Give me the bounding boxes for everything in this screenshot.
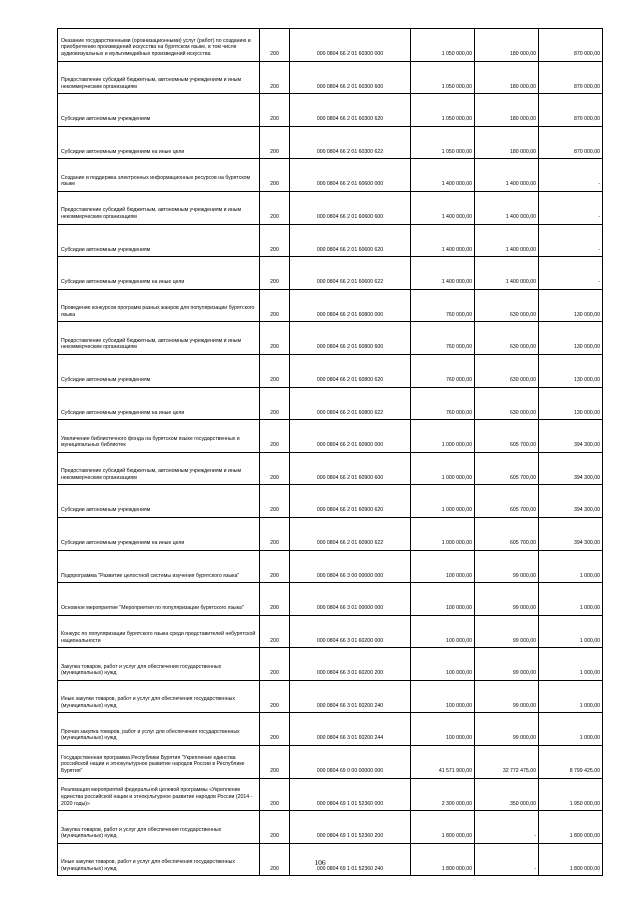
row-executed-cell: 180 000,00 <box>475 29 539 62</box>
row-total-cell: 100 000,00 <box>411 648 475 681</box>
table-row <box>58 452 603 485</box>
row-executed-cell: 605 700,00 <box>475 517 539 550</box>
row-grbs-cell: 200 <box>260 29 290 62</box>
row-code-cell: 000 0804 66 2 01 60600 620 <box>290 224 411 257</box>
row-total-cell: 2 300 000,00 <box>411 778 475 811</box>
row-name-cell: Государственная программа Республики Бурятия "Укрепление единства российской нации и этнокультурное развитие народов России в Республике Бурятия" <box>58 746 260 779</box>
row-grbs-cell: 200 <box>260 420 290 453</box>
row-code-cell: 000 0804 66 2 01 60300 620 <box>290 94 411 127</box>
row-grbs-cell: 200 <box>260 778 290 811</box>
row-name-cell: Субсидии автономным учреждениям на иные цели <box>58 257 260 290</box>
row-executed-cell: 630 000,00 <box>475 354 539 387</box>
table-row <box>58 94 603 127</box>
table-row <box>58 322 603 355</box>
row-name-cell: Субсидии автономным учреждениям <box>58 224 260 257</box>
table-body <box>58 29 603 876</box>
row-total-cell: 1 050 000,00 <box>411 61 475 94</box>
table-row <box>58 387 603 420</box>
row-executed-cell: 99 000,00 <box>475 615 539 648</box>
row-executed-cell: 99 000,00 <box>475 680 539 713</box>
table-row <box>58 257 603 290</box>
table-row <box>58 680 603 713</box>
row-total-cell: 1 400 000,00 <box>411 257 475 290</box>
row-name-cell: Субсидии автономным учреждениям <box>58 354 260 387</box>
row-grbs-cell: 200 <box>260 257 290 290</box>
row-total-cell: 1 000 000,00 <box>411 485 475 518</box>
row-total-cell: 100 000,00 <box>411 713 475 746</box>
row-code-cell: 000 0804 66 3 01 60200 000 <box>290 615 411 648</box>
row-remain-cell: 130 000,00 <box>539 354 603 387</box>
row-code-cell: 000 0804 66 2 01 60900 622 <box>290 517 411 550</box>
row-executed-cell: 630 000,00 <box>475 322 539 355</box>
row-name-cell: Субсидии автономным учреждениям <box>58 485 260 518</box>
row-code-cell: 000 0804 66 3 01 00000 000 <box>290 583 411 616</box>
row-grbs-cell: 200 <box>260 843 290 876</box>
row-remain-cell: - <box>539 159 603 192</box>
row-grbs-cell: 200 <box>260 126 290 159</box>
row-grbs-cell: 200 <box>260 322 290 355</box>
table-row <box>58 648 603 681</box>
row-code-cell: 000 0804 66 2 01 60800 622 <box>290 387 411 420</box>
row-executed-cell: 350 000,00 <box>475 778 539 811</box>
table-row <box>58 713 603 746</box>
row-total-cell: 1 000 000,00 <box>411 452 475 485</box>
row-remain-cell: - <box>539 191 603 224</box>
row-code-cell: 000 0804 66 2 01 60900 620 <box>290 485 411 518</box>
table-row <box>58 224 603 257</box>
row-name-cell: Предоставление субсидий бюджетным, автономным учреждениям и иным некоммерческим организациям <box>58 452 260 485</box>
row-name-cell: Субсидии автономным учреждениям <box>58 94 260 127</box>
row-grbs-cell: 200 <box>260 452 290 485</box>
row-executed-cell: 605 700,00 <box>475 420 539 453</box>
table-row <box>58 29 603 62</box>
table-row <box>58 746 603 779</box>
row-executed-cell: 180 000,00 <box>475 94 539 127</box>
row-code-cell: 000 0804 66 2 01 60800 620 <box>290 354 411 387</box>
table-row <box>58 550 603 583</box>
row-code-cell: 000 0804 66 2 01 60600 000 <box>290 159 411 192</box>
row-executed-cell: 180 000,00 <box>475 126 539 159</box>
table-row <box>58 420 603 453</box>
table-row <box>58 517 603 550</box>
row-name-cell: Проведение конкурсов программ разных жанров для популяризации бурятского языка <box>58 289 260 322</box>
row-remain-cell: 1 000,00 <box>539 615 603 648</box>
row-total-cell: 1 400 000,00 <box>411 159 475 192</box>
row-grbs-cell: 200 <box>260 94 290 127</box>
row-grbs-cell: 200 <box>260 224 290 257</box>
row-executed-cell: 1 400 000,00 <box>475 257 539 290</box>
row-total-cell: 1 400 000,00 <box>411 191 475 224</box>
row-total-cell: 1 000 000,00 <box>411 420 475 453</box>
table-row <box>58 485 603 518</box>
row-grbs-cell: 200 <box>260 191 290 224</box>
row-total-cell: 1 800 000,00 <box>411 811 475 844</box>
row-remain-cell: 1 000,00 <box>539 648 603 681</box>
row-grbs-cell: 200 <box>260 648 290 681</box>
row-remain-cell: 8 799 425,00 <box>539 746 603 779</box>
row-executed-cell: - <box>475 843 539 876</box>
row-executed-cell: 630 000,00 <box>475 289 539 322</box>
row-remain-cell: 394 300,00 <box>539 517 603 550</box>
row-total-cell: 760 000,00 <box>411 354 475 387</box>
row-name-cell: Закупка товаров, работ и услуг для обеспечения государственных (муниципальных) нужд <box>58 648 260 681</box>
row-name-cell: Предоставление субсидий бюджетным, автономным учреждениям и иным некоммерческим организациям <box>58 61 260 94</box>
row-executed-cell: 180 000,00 <box>475 61 539 94</box>
row-executed-cell: 99 000,00 <box>475 583 539 616</box>
row-code-cell: 000 0804 66 2 01 60300 000 <box>290 29 411 62</box>
row-executed-cell: - <box>475 811 539 844</box>
row-total-cell: 1 800 000,00 <box>411 843 475 876</box>
row-code-cell: 000 0804 66 3 01 60200 244 <box>290 713 411 746</box>
row-total-cell: 1 400 000,00 <box>411 224 475 257</box>
row-remain-cell: 394 300,00 <box>539 420 603 453</box>
row-executed-cell: 1 400 000,00 <box>475 191 539 224</box>
row-total-cell: 100 000,00 <box>411 680 475 713</box>
row-executed-cell: 99 000,00 <box>475 550 539 583</box>
table-row <box>58 615 603 648</box>
row-remain-cell: 130 000,00 <box>539 387 603 420</box>
row-remain-cell: 870 000,00 <box>539 126 603 159</box>
row-grbs-cell: 200 <box>260 713 290 746</box>
row-remain-cell: - <box>539 224 603 257</box>
row-grbs-cell: 200 <box>260 159 290 192</box>
row-code-cell: 000 0804 66 2 01 60800 000 <box>290 289 411 322</box>
row-remain-cell: 130 000,00 <box>539 322 603 355</box>
row-remain-cell: 394 300,00 <box>539 452 603 485</box>
row-name-cell: Субсидии автономным учреждениям на иные цели <box>58 387 260 420</box>
budget-table <box>57 28 603 876</box>
row-executed-cell: 1 400 000,00 <box>475 159 539 192</box>
table-row <box>58 289 603 322</box>
row-total-cell: 760 000,00 <box>411 322 475 355</box>
table-row <box>58 354 603 387</box>
row-grbs-cell: 200 <box>260 583 290 616</box>
row-name-cell: Субсидии автономным учреждениям на иные цели <box>58 517 260 550</box>
row-grbs-cell: 200 <box>260 746 290 779</box>
row-total-cell: 1 050 000,00 <box>411 29 475 62</box>
row-code-cell: 000 0804 66 3 01 60200 200 <box>290 648 411 681</box>
row-remain-cell: 1 000,00 <box>539 713 603 746</box>
row-name-cell: Закупка товаров, работ и услуг для обеспечения государственных (муниципальных) нужд <box>58 811 260 844</box>
row-grbs-cell: 200 <box>260 485 290 518</box>
row-grbs-cell: 200 <box>260 387 290 420</box>
row-name-cell: Конкурс по популяризации бурятского языка среди представителей небурятской национальности <box>58 615 260 648</box>
table-row <box>58 778 603 811</box>
row-code-cell: 000 0804 66 2 01 60300 600 <box>290 61 411 94</box>
row-code-cell: 000 0804 69 1 01 52360 240 <box>290 843 411 876</box>
row-code-cell: 000 0804 66 2 01 60600 622 <box>290 257 411 290</box>
row-remain-cell: 130 000,00 <box>539 289 603 322</box>
row-remain-cell: 870 000,00 <box>539 29 603 62</box>
row-executed-cell: 32 772 475,00 <box>475 746 539 779</box>
row-remain-cell: 1 000,00 <box>539 550 603 583</box>
row-total-cell: 1 000 000,00 <box>411 517 475 550</box>
row-grbs-cell: 200 <box>260 354 290 387</box>
row-name-cell: Создание и поддержка электронных информационных ресурсов на бурятском языке <box>58 159 260 192</box>
row-remain-cell: 870 000,00 <box>539 94 603 127</box>
row-executed-cell: 1 400 000,00 <box>475 224 539 257</box>
row-grbs-cell: 200 <box>260 289 290 322</box>
row-remain-cell: 1 000,00 <box>539 680 603 713</box>
row-name-cell: Подпрограмма "Развитие целостной системы изучения бурятского языка" <box>58 550 260 583</box>
row-grbs-cell: 200 <box>260 550 290 583</box>
row-total-cell: 1 050 000,00 <box>411 94 475 127</box>
row-code-cell: 000 0804 66 3 00 00000 000 <box>290 550 411 583</box>
table-row <box>58 61 603 94</box>
row-total-cell: 760 000,00 <box>411 387 475 420</box>
row-remain-cell: 1 800 000,00 <box>539 811 603 844</box>
row-total-cell: 100 000,00 <box>411 583 475 616</box>
row-code-cell: 000 0804 66 2 01 60900 000 <box>290 420 411 453</box>
row-code-cell: 000 0804 66 2 01 60900 600 <box>290 452 411 485</box>
row-code-cell: 000 0804 69 1 01 52360 200 <box>290 811 411 844</box>
table-row <box>58 159 603 192</box>
row-remain-cell: 1 950 000,00 <box>539 778 603 811</box>
row-remain-cell: 870 000,00 <box>539 61 603 94</box>
row-name-cell: Основное мероприятие "Мероприятия по популяризации бурятского языка" <box>58 583 260 616</box>
row-remain-cell: - <box>539 257 603 290</box>
row-executed-cell: 99 000,00 <box>475 648 539 681</box>
row-name-cell: Прочая закупка товаров, работ и услуг для обеспечения государственных (муниципальных) нужд <box>58 713 260 746</box>
row-code-cell: 000 0804 66 3 01 60200 240 <box>290 680 411 713</box>
row-grbs-cell: 200 <box>260 61 290 94</box>
row-grbs-cell: 200 <box>260 811 290 844</box>
row-executed-cell: 630 000,00 <box>475 387 539 420</box>
table-row <box>58 126 603 159</box>
row-executed-cell: 605 700,00 <box>475 485 539 518</box>
row-grbs-cell: 200 <box>260 680 290 713</box>
row-code-cell: 000 0804 66 2 01 60800 600 <box>290 322 411 355</box>
row-code-cell: 000 0804 69 0 00 00000 000 <box>290 746 411 779</box>
row-name-cell: Предоставление субсидий бюджетным, автономным учреждениям и иным некоммерческим организациям <box>58 191 260 224</box>
budget-table-sheet <box>57 28 602 876</box>
table-row <box>58 583 603 616</box>
row-code-cell: 000 0804 66 2 01 60600 600 <box>290 191 411 224</box>
row-code-cell: 000 0804 66 2 01 60300 622 <box>290 126 411 159</box>
row-name-cell: Предоставление субсидий бюджетным, автономным учреждениям и иным некоммерческим организациям <box>58 322 260 355</box>
page-number: 106 <box>314 858 326 867</box>
row-name-cell: Увеличение библиотечного фонда на бурятском языке государственных и муниципальных библиотек <box>58 420 260 453</box>
row-grbs-cell: 200 <box>260 615 290 648</box>
row-executed-cell: 605 700,00 <box>475 452 539 485</box>
table-row <box>58 191 603 224</box>
row-total-cell: 100 000,00 <box>411 550 475 583</box>
row-code-cell: 000 0804 69 1 01 52360 000 <box>290 778 411 811</box>
row-remain-cell: 1 000,00 <box>539 583 603 616</box>
row-total-cell: 41 571 900,00 <box>411 746 475 779</box>
row-name-cell: Оказание государственными (организационными) услуг (работ) по созданию и приобретению произведений искусства на бурятском языке, в том числе аудиовизуальных и мультимедийных произведений искусства <box>58 29 260 62</box>
table-row <box>58 811 603 844</box>
row-name-cell: Реализация мероприятий федеральной целевой программы «Укрепление единства российской нации и этнокультурное развитие народов России (2014 - 2020 годы)» <box>58 778 260 811</box>
row-total-cell: 100 000,00 <box>411 615 475 648</box>
row-remain-cell: 1 800 000,00 <box>539 843 603 876</box>
row-name-cell: Субсидии автономным учреждениям на иные цели <box>58 126 260 159</box>
row-total-cell: 760 000,00 <box>411 289 475 322</box>
row-grbs-cell: 200 <box>260 517 290 550</box>
row-total-cell: 1 050 000,00 <box>411 126 475 159</box>
row-executed-cell: 99 000,00 <box>475 713 539 746</box>
row-name-cell: Иные закупки товаров, работ и услуг для обеспечения государственных (муниципальных) нужд <box>58 843 260 876</box>
row-remain-cell: 394 300,00 <box>539 485 603 518</box>
row-name-cell: Иные закупки товаров, работ и услуг для обеспечения государственных (муниципальных) нужд <box>58 680 260 713</box>
